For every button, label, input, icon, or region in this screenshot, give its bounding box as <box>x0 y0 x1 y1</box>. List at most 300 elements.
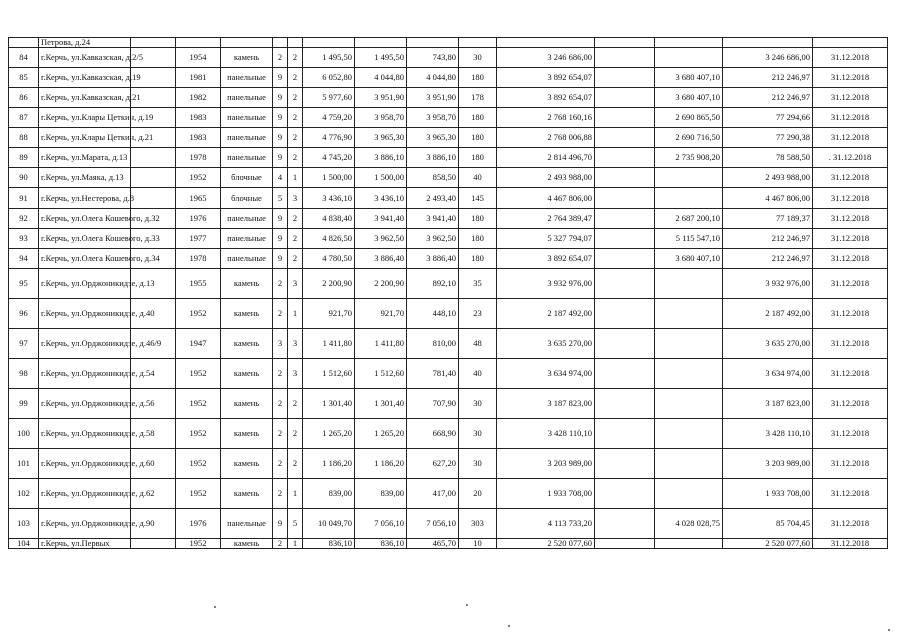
address-cell: Петрова, д.24 <box>39 38 131 48</box>
address-cell: г.Керчь, ул.Орджоникидзе, д.56 <box>39 389 131 419</box>
residential-area-cell: 3 958,70 <box>407 108 459 128</box>
table-row <box>9 128 888 148</box>
residents-cell: 180 <box>459 68 497 88</box>
empty-cell <box>595 269 655 299</box>
row-number: 91 <box>9 188 39 209</box>
residential-area-cell: 3 962,50 <box>407 229 459 249</box>
deadline-date-cell: 31.12.2018 <box>813 299 888 329</box>
row-number: 103 <box>9 509 39 539</box>
funding-cell: 3 680 407,10 <box>655 88 723 108</box>
row-number: 104 <box>9 539 39 549</box>
address-cell: г.Керчь, ул.Орджоникидзе, д.60 <box>39 449 131 479</box>
entrances-cell: 1 <box>288 479 303 509</box>
funding-cell <box>655 539 723 549</box>
entrances-cell: 2 <box>288 128 303 148</box>
deadline-date-cell: 31.12.2018 <box>813 168 888 188</box>
table-row <box>9 389 888 419</box>
living-area-cell: 1 186,20 <box>355 449 407 479</box>
address-cell: г.Керчь, ул.Кавказская, д.21 <box>39 88 131 108</box>
empty-cell <box>595 68 655 88</box>
residential-area-cell: 3 965,30 <box>407 128 459 148</box>
floors-cell: 5 <box>273 188 288 209</box>
entrances-cell: 5 <box>288 509 303 539</box>
floors-cell: 2 <box>273 449 288 479</box>
row-number: 94 <box>9 249 39 269</box>
year-built-cell: 1976 <box>176 209 221 229</box>
row-number: 88 <box>9 128 39 148</box>
table-row <box>9 479 888 509</box>
entrances-cell: 3 <box>288 329 303 359</box>
wall-material-cell: камень <box>221 269 273 299</box>
floors-cell: 2 <box>273 269 288 299</box>
total-cost-cell: 2 187 492,00 <box>497 299 595 329</box>
remaining-cost-cell: 212 246,97 <box>723 249 813 269</box>
empty-cell <box>131 38 176 48</box>
wall-material-cell: камень <box>221 389 273 419</box>
living-area-cell: 1 512,60 <box>355 359 407 389</box>
year-built-cell: 1952 <box>176 168 221 188</box>
floors-cell <box>273 38 288 48</box>
year-built-cell: 1983 <box>176 108 221 128</box>
deadline-date-cell: 31.12.2018 <box>813 359 888 389</box>
residential-area-cell: 892,10 <box>407 269 459 299</box>
year-built-cell: 1954 <box>176 48 221 68</box>
residents-cell: 35 <box>459 269 497 299</box>
living-area-cell: 1 301,40 <box>355 389 407 419</box>
total-area-cell: 10 049,70 <box>303 509 355 539</box>
table-row <box>9 449 888 479</box>
year-built-cell: 1947 <box>176 329 221 359</box>
scan-dot <box>508 625 510 627</box>
scan-dot <box>466 604 468 606</box>
table-row <box>9 38 888 48</box>
address-cell: г.Керчь, ул.Орджоникидзе, д.40 <box>39 299 131 329</box>
wall-material-cell: камень <box>221 419 273 449</box>
living-area-cell: 3 951,90 <box>355 88 407 108</box>
total-cost-cell: 3 892 654,07 <box>497 88 595 108</box>
housing-register-table <box>8 37 888 549</box>
floors-cell: 2 <box>273 479 288 509</box>
empty-cell <box>595 419 655 449</box>
residential-area-cell: 858,50 <box>407 168 459 188</box>
total-area-cell: 836,10 <box>303 539 355 549</box>
total-area-cell: 1 512,60 <box>303 359 355 389</box>
living-area-cell: 7 056,10 <box>355 509 407 539</box>
entrances-cell: 2 <box>288 449 303 479</box>
scan-dot <box>888 629 890 631</box>
wall-material-cell: камень <box>221 479 273 509</box>
total-cost-cell: 3 634 974,00 <box>497 359 595 389</box>
row-number: 92 <box>9 209 39 229</box>
empty-cell <box>595 249 655 269</box>
funding-cell <box>655 479 723 509</box>
year-built-cell: 1952 <box>176 389 221 419</box>
entrances-cell <box>288 38 303 48</box>
year-built-cell: 1978 <box>176 148 221 168</box>
residential-area-cell: 2 493,40 <box>407 188 459 209</box>
row-number: 95 <box>9 269 39 299</box>
entrances-cell: 2 <box>288 249 303 269</box>
row-number: 87 <box>9 108 39 128</box>
row-number: 84 <box>9 48 39 68</box>
residents-cell <box>459 38 497 48</box>
residents-cell: 145 <box>459 188 497 209</box>
floors-cell: 2 <box>273 359 288 389</box>
living-area-cell: 3 958,70 <box>355 108 407 128</box>
table-row <box>9 509 888 539</box>
year-built-cell: 1952 <box>176 419 221 449</box>
row-number: 102 <box>9 479 39 509</box>
empty-cell <box>595 148 655 168</box>
floors-cell: 9 <box>273 148 288 168</box>
remaining-cost-cell: 3 634 974,00 <box>723 359 813 389</box>
residents-cell: 30 <box>459 48 497 68</box>
empty-cell <box>595 299 655 329</box>
residents-cell: 180 <box>459 108 497 128</box>
living-area-cell: 839,00 <box>355 479 407 509</box>
deadline-date-cell: 31.12.2018 <box>813 229 888 249</box>
remaining-cost-cell: 212 246,97 <box>723 88 813 108</box>
year-built-cell: 1976 <box>176 509 221 539</box>
table-row <box>9 359 888 389</box>
floors-cell: 9 <box>273 249 288 269</box>
residential-area-cell: 781,40 <box>407 359 459 389</box>
floors-cell: 2 <box>273 419 288 449</box>
remaining-cost-cell: 3 932 976,00 <box>723 269 813 299</box>
floors-cell: 4 <box>273 168 288 188</box>
empty-cell <box>595 108 655 128</box>
total-cost-cell: 2 768 160,16 <box>497 108 595 128</box>
residents-cell: 30 <box>459 419 497 449</box>
table-row <box>9 539 888 549</box>
empty-cell <box>595 539 655 549</box>
total-area-cell: 1 301,40 <box>303 389 355 419</box>
living-area-cell: 3 436,10 <box>355 188 407 209</box>
total-cost-cell: 3 428 110,10 <box>497 419 595 449</box>
address-cell: г.Керчь, ул.Клары Цеткин, д.19 <box>39 108 131 128</box>
wall-material-cell: панельные <box>221 108 273 128</box>
residents-cell: 20 <box>459 479 497 509</box>
funding-cell <box>655 48 723 68</box>
empty-cell <box>595 229 655 249</box>
floors-cell: 9 <box>273 509 288 539</box>
year-built-cell: 1955 <box>176 269 221 299</box>
table-row <box>9 148 888 168</box>
table-body <box>9 38 888 549</box>
year-built-cell: 1952 <box>176 299 221 329</box>
table-row <box>9 48 888 68</box>
table-row <box>9 209 888 229</box>
residential-area-cell: 3 886,40 <box>407 249 459 269</box>
living-area-cell: 3 941,40 <box>355 209 407 229</box>
deadline-date-cell: 31.12.2018 <box>813 389 888 419</box>
residential-area-cell: 668,90 <box>407 419 459 449</box>
empty-cell <box>595 128 655 148</box>
remaining-cost-cell: 2 187 492,00 <box>723 299 813 329</box>
table-row <box>9 88 888 108</box>
total-cost-cell: 1 933 708,00 <box>497 479 595 509</box>
residents-cell: 303 <box>459 509 497 539</box>
year-built-cell: 1965 <box>176 188 221 209</box>
address-cell: г.Керчь, ул.Орджоникидзе, д.54 <box>39 359 131 389</box>
deadline-date-cell: 31.12.2018 <box>813 108 888 128</box>
remaining-cost-cell: 212 246,97 <box>723 229 813 249</box>
living-area-cell: 1 265,20 <box>355 419 407 449</box>
year-built-cell: 1977 <box>176 229 221 249</box>
empty-cell <box>595 209 655 229</box>
funding-cell: 3 680 407,10 <box>655 68 723 88</box>
deadline-date-cell <box>813 38 888 48</box>
wall-material-cell: камень <box>221 359 273 389</box>
residents-cell: 40 <box>459 359 497 389</box>
year-built-cell <box>176 38 221 48</box>
total-area-cell: 4 826,50 <box>303 229 355 249</box>
wall-material-cell: панельные <box>221 128 273 148</box>
remaining-cost-cell: 4 467 806,00 <box>723 188 813 209</box>
floors-cell: 2 <box>273 299 288 329</box>
living-area-cell: 4 044,80 <box>355 68 407 88</box>
residents-cell: 23 <box>459 299 497 329</box>
row-number: 90 <box>9 168 39 188</box>
floors-cell: 9 <box>273 128 288 148</box>
residential-area-cell: 3 951,90 <box>407 88 459 108</box>
residential-area-cell: 448,10 <box>407 299 459 329</box>
wall-material-cell: панельные <box>221 88 273 108</box>
total-area-cell: 1 186,20 <box>303 449 355 479</box>
row-number: 89 <box>9 148 39 168</box>
scan-dot <box>214 606 216 608</box>
living-area-cell: 3 965,30 <box>355 128 407 148</box>
residential-area-cell: 743,80 <box>407 48 459 68</box>
entrances-cell: 3 <box>288 269 303 299</box>
remaining-cost-cell: 3 187 823,00 <box>723 389 813 419</box>
funding-cell <box>655 449 723 479</box>
funding-cell <box>655 329 723 359</box>
floors-cell: 3 <box>273 329 288 359</box>
total-area-cell: 839,00 <box>303 479 355 509</box>
residents-cell: 48 <box>459 329 497 359</box>
total-cost-cell: 2 814 496,70 <box>497 148 595 168</box>
entrances-cell: 2 <box>288 209 303 229</box>
living-area-cell: 2 200,90 <box>355 269 407 299</box>
residents-cell: 178 <box>459 88 497 108</box>
funding-cell <box>655 269 723 299</box>
entrances-cell: 2 <box>288 229 303 249</box>
total-area-cell: 1 500,00 <box>303 168 355 188</box>
empty-cell <box>131 188 176 209</box>
table-row <box>9 229 888 249</box>
deadline-date-cell: 31.12.2018 <box>813 479 888 509</box>
deadline-date-cell: 31.12.2018 <box>813 128 888 148</box>
total-cost-cell: 3 635 270,00 <box>497 329 595 359</box>
address-cell: г.Керчь, ул.Кавказская, д.19 <box>39 68 131 88</box>
address-cell: г.Керчь, ул.Первых <box>39 539 131 549</box>
table-row <box>9 68 888 88</box>
address-cell: г.Керчь, ул.Марата, д.13 <box>39 148 131 168</box>
funding-cell <box>655 299 723 329</box>
row-number: 99 <box>9 389 39 419</box>
floors-cell: 9 <box>273 68 288 88</box>
empty-cell <box>595 359 655 389</box>
table-row <box>9 168 888 188</box>
floors-cell: 2 <box>273 389 288 419</box>
floors-cell: 9 <box>273 209 288 229</box>
address-cell: г.Керчь, ул.Орджоникидзе, д.13 <box>39 269 131 299</box>
wall-material-cell <box>221 38 273 48</box>
residential-area-cell: 417,00 <box>407 479 459 509</box>
wall-material-cell: камень <box>221 48 273 68</box>
empty-cell <box>595 38 655 48</box>
total-cost-cell: 3 187 823,00 <box>497 389 595 419</box>
living-area-cell: 1 495,50 <box>355 48 407 68</box>
table-row <box>9 269 888 299</box>
living-area-cell: 3 886,10 <box>355 148 407 168</box>
table-row <box>9 108 888 128</box>
address-cell: г.Керчь, ул.Олега Кошевого, д.34 <box>39 249 131 269</box>
residents-cell: 180 <box>459 128 497 148</box>
funding-cell <box>655 419 723 449</box>
address-cell: г.Керчь, ул.Орджоникидзе, д.90 <box>39 509 131 539</box>
residents-cell: 30 <box>459 449 497 479</box>
residential-area-cell: 465,70 <box>407 539 459 549</box>
floors-cell: 9 <box>273 88 288 108</box>
year-built-cell: 1978 <box>176 249 221 269</box>
empty-cell <box>131 148 176 168</box>
living-area-cell: 921,70 <box>355 299 407 329</box>
entrances-cell: 2 <box>288 389 303 419</box>
row-number: 85 <box>9 68 39 88</box>
entrances-cell: 2 <box>288 88 303 108</box>
entrances-cell: 1 <box>288 299 303 329</box>
year-built-cell: 1952 <box>176 539 221 549</box>
deadline-date-cell: 31.12.2018 <box>813 48 888 68</box>
total-cost-cell <box>497 38 595 48</box>
empty-cell <box>595 449 655 479</box>
wall-material-cell: панельные <box>221 148 273 168</box>
entrances-cell: 2 <box>288 419 303 449</box>
address-cell: г.Керчь, ул.Нестерова, д.8 <box>39 188 131 209</box>
address-cell: г.Керчь, ул.Олега Кошевого, д.32 <box>39 209 131 229</box>
funding-cell <box>655 188 723 209</box>
total-area-cell: 5 977,60 <box>303 88 355 108</box>
total-cost-cell: 3 246 686,00 <box>497 48 595 68</box>
year-built-cell: 1952 <box>176 479 221 509</box>
year-built-cell: 1983 <box>176 128 221 148</box>
remaining-cost-cell: 1 933 708,00 <box>723 479 813 509</box>
entrances-cell: 2 <box>288 148 303 168</box>
row-number: 98 <box>9 359 39 389</box>
floors-cell: 2 <box>273 539 288 549</box>
deadline-date-cell: 31.12.2018 <box>813 449 888 479</box>
total-cost-cell: 5 327 794,07 <box>497 229 595 249</box>
living-area-cell: 1 500,00 <box>355 168 407 188</box>
residential-area-cell: 810,00 <box>407 329 459 359</box>
funding-cell: 2 690 716,50 <box>655 128 723 148</box>
funding-cell <box>655 38 723 48</box>
remaining-cost-cell: 77 294,66 <box>723 108 813 128</box>
table-row <box>9 188 888 209</box>
wall-material-cell: панельные <box>221 509 273 539</box>
address-cell: г.Керчь, ул.Кавказская, д.2/5 <box>39 48 131 68</box>
funding-cell <box>655 389 723 419</box>
living-area-cell: 3 886,40 <box>355 249 407 269</box>
remaining-cost-cell: 77 290,38 <box>723 128 813 148</box>
wall-material-cell: камень <box>221 299 273 329</box>
wall-material-cell: камень <box>221 449 273 479</box>
empty-cell <box>595 188 655 209</box>
total-cost-cell: 3 892 654,07 <box>497 68 595 88</box>
deadline-date-cell: 31.12.2018 <box>813 209 888 229</box>
address-cell: г.Керчь, ул.Клары Цеткин, д.21 <box>39 128 131 148</box>
deadline-date-cell: 31.12.2018 <box>813 188 888 209</box>
floors-cell: 9 <box>273 108 288 128</box>
entrances-cell: 3 <box>288 359 303 389</box>
remaining-cost-cell: 77 189,37 <box>723 209 813 229</box>
entrances-cell: 2 <box>288 48 303 68</box>
total-cost-cell: 4 113 733,20 <box>497 509 595 539</box>
empty-cell <box>595 48 655 68</box>
entrances-cell: 2 <box>288 68 303 88</box>
empty-cell <box>595 479 655 509</box>
funding-cell: 5 115 547,10 <box>655 229 723 249</box>
deadline-date-cell: 31.12.2018 <box>813 419 888 449</box>
floors-cell: 9 <box>273 229 288 249</box>
empty-cell <box>595 389 655 419</box>
residential-area-cell: 707,90 <box>407 389 459 419</box>
total-area-cell: 4 780,50 <box>303 249 355 269</box>
total-area-cell: 3 436,10 <box>303 188 355 209</box>
entrances-cell: 1 <box>288 539 303 549</box>
total-cost-cell: 2 520 077,60 <box>497 539 595 549</box>
row-number: 86 <box>9 88 39 108</box>
residential-area-cell: 3 886,10 <box>407 148 459 168</box>
entrances-cell: 2 <box>288 108 303 128</box>
total-area-cell: 6 052,80 <box>303 68 355 88</box>
wall-material-cell: блочные <box>221 168 273 188</box>
deadline-date-cell: 31.12.2018 <box>813 539 888 549</box>
table-row <box>9 249 888 269</box>
residents-cell: 180 <box>459 249 497 269</box>
wall-material-cell: камень <box>221 539 273 549</box>
address-cell: г.Керчь, ул.Маяка, д.13 <box>39 168 131 188</box>
entrances-cell: 1 <box>288 168 303 188</box>
residents-cell: 180 <box>459 148 497 168</box>
year-built-cell: 1952 <box>176 449 221 479</box>
wall-material-cell: камень <box>221 329 273 359</box>
remaining-cost-cell: 3 635 270,00 <box>723 329 813 359</box>
empty-cell <box>595 509 655 539</box>
total-area-cell: 1 265,20 <box>303 419 355 449</box>
deadline-date-cell: 31.12.2018 <box>813 68 888 88</box>
residential-area-cell: 627,20 <box>407 449 459 479</box>
residents-cell: 30 <box>459 389 497 419</box>
deadline-date-cell: 31.12.2018 <box>813 509 888 539</box>
total-area-cell <box>303 38 355 48</box>
funding-cell <box>655 359 723 389</box>
address-cell: г.Керчь, ул.Орджоникидзе, д.46/9 <box>39 329 131 359</box>
empty-cell <box>595 329 655 359</box>
wall-material-cell: блочные <box>221 188 273 209</box>
total-area-cell: 4 776,90 <box>303 128 355 148</box>
address-cell: г.Керчь, ул.Орджоникидзе, д.62 <box>39 479 131 509</box>
remaining-cost-cell <box>723 38 813 48</box>
table-row <box>9 299 888 329</box>
remaining-cost-cell: 78 588,50 <box>723 148 813 168</box>
total-cost-cell: 3 932 976,00 <box>497 269 595 299</box>
deadline-date-cell: . 31.12.2018 <box>813 148 888 168</box>
funding-cell <box>655 168 723 188</box>
wall-material-cell: панельные <box>221 229 273 249</box>
